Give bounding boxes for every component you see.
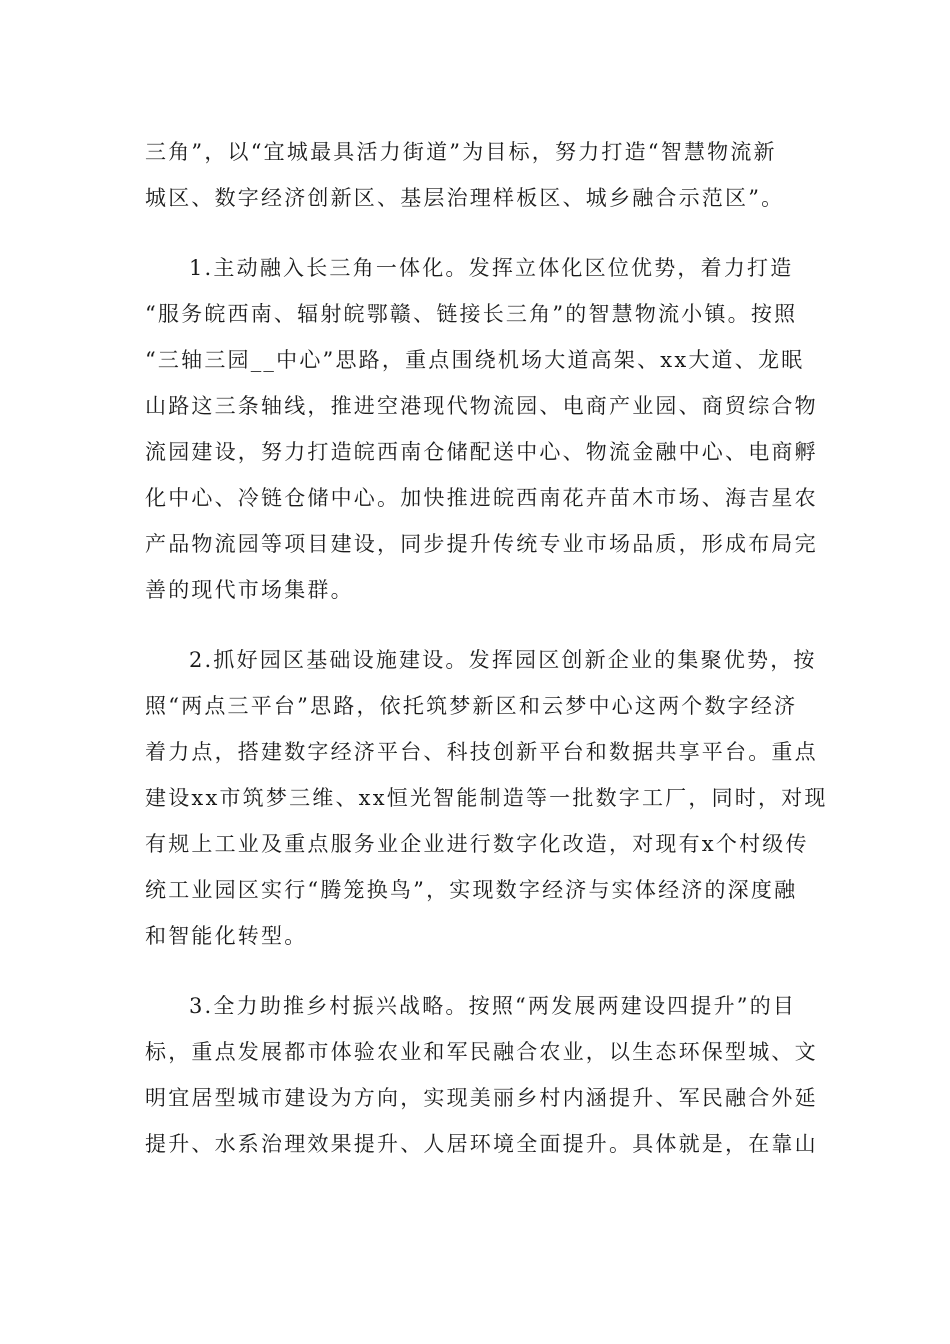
text-line: 1.主动融入长三角一体化。发挥立体化区位优势，着力打造 — [189, 256, 794, 280]
text-line: 山路这三条轴线，推进空港现代物流园、电商产业园、商贸综合物 — [145, 394, 818, 418]
text-line: 流园建设，努力打造皖西南仓储配送中心、物流金融中心、电商孵 — [145, 440, 818, 464]
text-line: 建设xx市筑梦三维、xx恒光智能制造等一批数字工厂，同时，对现 — [145, 786, 828, 810]
text-line: 有规上工业及重点服务业企业进行数字化改造，对现有x个村级传 — [145, 832, 809, 856]
text-line: 城区、数字经济创新区、基层治理样板区、城乡融合示范区”。 — [145, 186, 785, 210]
paragraph-item-3 — [145, 983, 818, 1167]
text-line: 统工业园区实行“腾笼换鸟”，实现数字经济与实体经济的深度融 — [145, 878, 798, 902]
text-line: 善的现代市场集群。 — [145, 578, 354, 602]
text-line: “服务皖西南、辐射皖鄂赣、链接长三角”的智慧物流小镇。按照 — [145, 302, 798, 326]
paragraph-intro — [145, 129, 805, 221]
document-page — [145, 129, 828, 1167]
text-line: 产品物流园等项目建设，同步提升传统专业市场品质，形成布局完 — [145, 532, 818, 556]
text-line: 着力点，搭建数字经济平台、科技创新平台和数据共享平台。重点 — [145, 740, 818, 764]
text-line: 提升、水系治理效果提升、人居环境全面提升。具体就是，在靠山 — [145, 1132, 818, 1156]
text-line: 3.全力助推乡村振兴战略。按照“两发展两建设四提升”的目 — [189, 994, 797, 1018]
paragraph-item-1 — [145, 245, 818, 613]
text-line: 2.抓好园区基础设施建设。发挥园区创新企业的集聚优势，按 — [189, 648, 817, 672]
text-line: 和智能化转型。 — [145, 924, 308, 948]
text-line: 化中心、冷链仓储中心。加快推进皖西南花卉苗木市场、海吉星农 — [145, 486, 818, 510]
paragraph-item-2 — [145, 637, 828, 959]
text-line: 三角”，以“宜城最具活力街道”为目标，努力打造“智慧物流新 — [145, 140, 777, 164]
text-line: 明宜居型城市建设为方向，实现美丽乡村内涵提升、军民融合外延 — [145, 1086, 818, 1110]
text-line: 标，重点发展都市体验农业和军民融合农业，以生态环保型城、文 — [145, 1040, 818, 1064]
text-line: 照“两点三平台”思路，依托筑梦新区和云梦中心这两个数字经济 — [145, 694, 798, 718]
text-line: “三轴三园__中心”思路，重点围绕机场大道高架、xx大道、龙眠 — [145, 348, 805, 372]
